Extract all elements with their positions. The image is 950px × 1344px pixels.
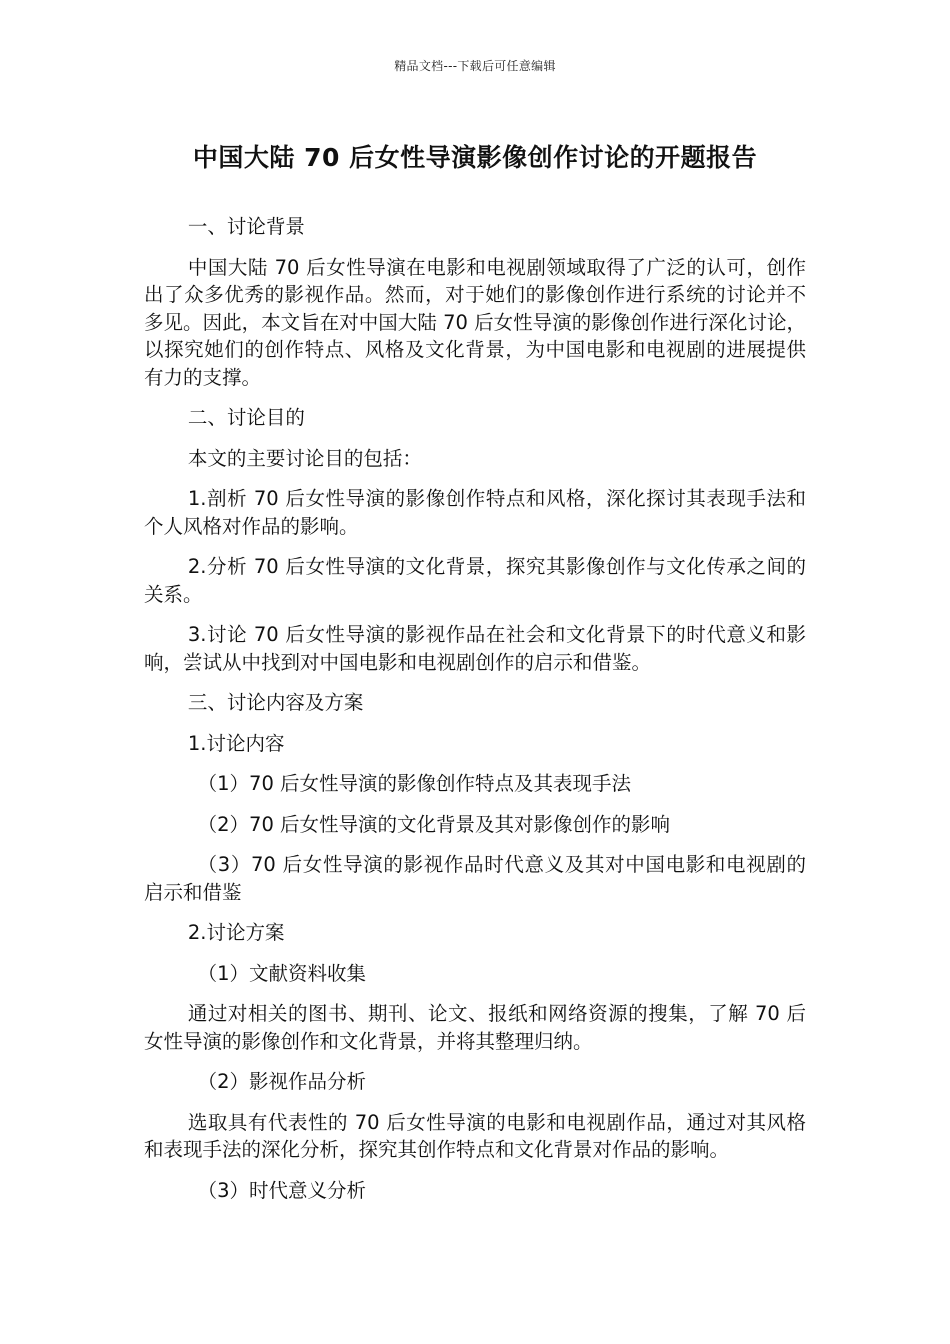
plan-item-2-heading: （2）影视作品分析 [197,1070,367,1093]
document-title: 中国大陆 70 后女性导演影像创作讨论的开题报告 [192,143,758,172]
content-item-2: （2）70 后女性导演的文化背景及其对影像创作的影响 [197,812,671,836]
paragraph-purpose-intro: 本文的主要讨论目的包括： [187,446,422,470]
purpose-item-2: 2.分析 70 后女性导演的文化背景，探究其影像创作与文化传承之间的关系。 [144,555,806,606]
purpose-item-1: 1.剖析 70 后女性导演的影像创作特点和风格，深化探讨其表现手法和个人风格对作品的影响。 [144,487,806,538]
section-heading-content-plan: 三、讨论内容及方案 [187,691,364,714]
subheading-content: 1.讨论内容 [187,731,285,755]
paragraph-background: 中国大陆 70 后女性导演在电影和电视剧领域取得了广泛的认可，创作出了众多优秀的影视作品。然而，对于她们的影像创作进行系统的讨论并不多见。因此，本文旨在对中国大陆 70 后女性导演的影像创作进行深化讨论，以探究她们的创作特点、风格及文化背景，为中国电影和电视剧的进展提供有力的支撑。 [144,255,806,389]
content-item-1: （1）70 后女性导演的影像创作特点及其表现手法 [197,772,632,795]
plan-item-3-heading: （3）时代意义分析 [197,1178,367,1202]
section-heading-purpose: 二、讨论目的 [187,406,305,429]
purpose-item-3: 3.讨论 70 后女性导演的影视作品在社会和文化背景下的时代意义和影响，尝试从中找到对中国电影和电视剧创作的启示和借鉴。 [144,623,806,674]
section-heading-background: 一、讨论背景 [187,215,305,238]
document-body [144,213,806,1217]
subheading-plan: 2.讨论方案 [187,921,285,944]
plan-item-1-heading: （1）文献资料收集 [197,961,367,985]
plan-item-2-text: 选取具有代表性的 70 后女性导演的电影和电视剧作品，通过对其风格和表现手法的深化分析，探究其创作特点和文化背景对作品的影响。 [144,1110,806,1161]
plan-item-1-text: 通过对相关的图书、期刊、论文、报纸和网络资源的搜集，了解 70 后女性导演的影像创作和文化背景，并将其整理归纳。 [144,1002,806,1053]
header-note: 精品文档---下载后可任意编辑 [394,59,556,73]
content-item-3: （3）70 后女性导演的影视作品时代意义及其对中国电影和电视剧的启示和借鉴 [144,853,806,904]
